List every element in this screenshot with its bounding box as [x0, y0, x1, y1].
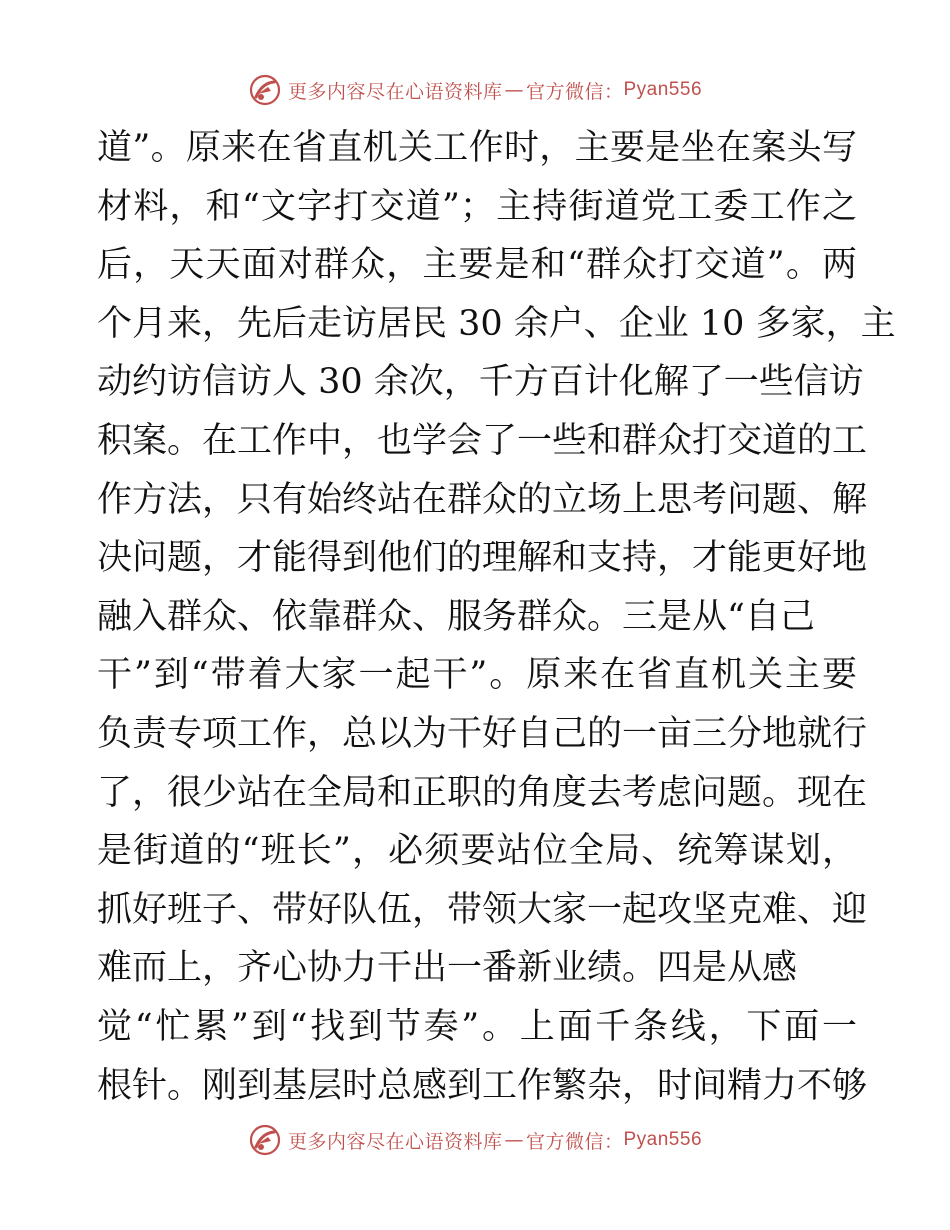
footer-watermark: [0, 1120, 950, 1160]
hand-pen-logo-icon: [248, 1123, 282, 1157]
document-body: [97, 119, 896, 1115]
body-line: 难而上，齐心协力干出一番新业绩。四是从感: [97, 948, 798, 989]
body-line: 觉“忙累”到“找到节奏”。上面千条线，下面一: [97, 1006, 857, 1047]
body-line: 积案。在工作中，也学会了一些和群众打交道的工: [97, 420, 868, 461]
watermark-suffix: 官方微信：: [525, 1130, 624, 1153]
body-line: 决问题，才能得到他们的理解和支持，才能更好地: [97, 538, 868, 579]
body-line: 融入群众、依靠群众、服务群众。三是从“自己: [97, 596, 815, 637]
watermark-main-text: 更多内容尽在心语资料库: [287, 1130, 503, 1153]
body-line: 是街道的“班长”，必须要站位全局、统筹谋划，: [97, 831, 857, 872]
body-line: 道”。原来在省直机关工作时，主要是坐在案头写: [97, 128, 857, 168]
header-watermark: [0, 70, 950, 110]
watermark-dash: —: [504, 79, 524, 101]
watermark-wechat-id: Pyan556: [623, 79, 703, 100]
hand-pen-logo-icon: [248, 73, 282, 107]
body-line: 根针。刚到基层时总感到工作繁杂，时间精力不够: [97, 1065, 868, 1106]
body-line: 动约访信访人 30 余次，千方百计化解了一些信访: [97, 362, 864, 403]
body-line: 抓好班子、带好队伍，带领大家一起攻坚克难、迎: [97, 889, 868, 930]
body-line: 了，很少站在全局和正职的角度去考虑问题。现在: [97, 772, 868, 813]
body-line: 负责专项工作，总以为干好自己的一亩三分地就行: [97, 713, 868, 754]
body-line: 作方法，只有始终站在群众的立场上思考问题、解: [97, 479, 868, 520]
body-line: 个月来，先后走访居民 30 余户、企业 10 多家，主: [97, 303, 896, 344]
body-line: 材料，和“文字打交道”；主持街道党工委工作之: [97, 186, 857, 227]
body-line: 干”到“带着大家一起干”。原来在省直机关主要: [97, 655, 857, 696]
body-line: 后，天天面对群众，主要是和“群众打交道”。两: [97, 245, 857, 286]
watermark-main-text: 更多内容尽在心语资料库: [287, 80, 503, 103]
watermark-suffix: 官方微信：: [525, 80, 624, 103]
watermark-wechat-id: Pyan556: [623, 1129, 703, 1150]
watermark-dash: —: [504, 1129, 524, 1151]
